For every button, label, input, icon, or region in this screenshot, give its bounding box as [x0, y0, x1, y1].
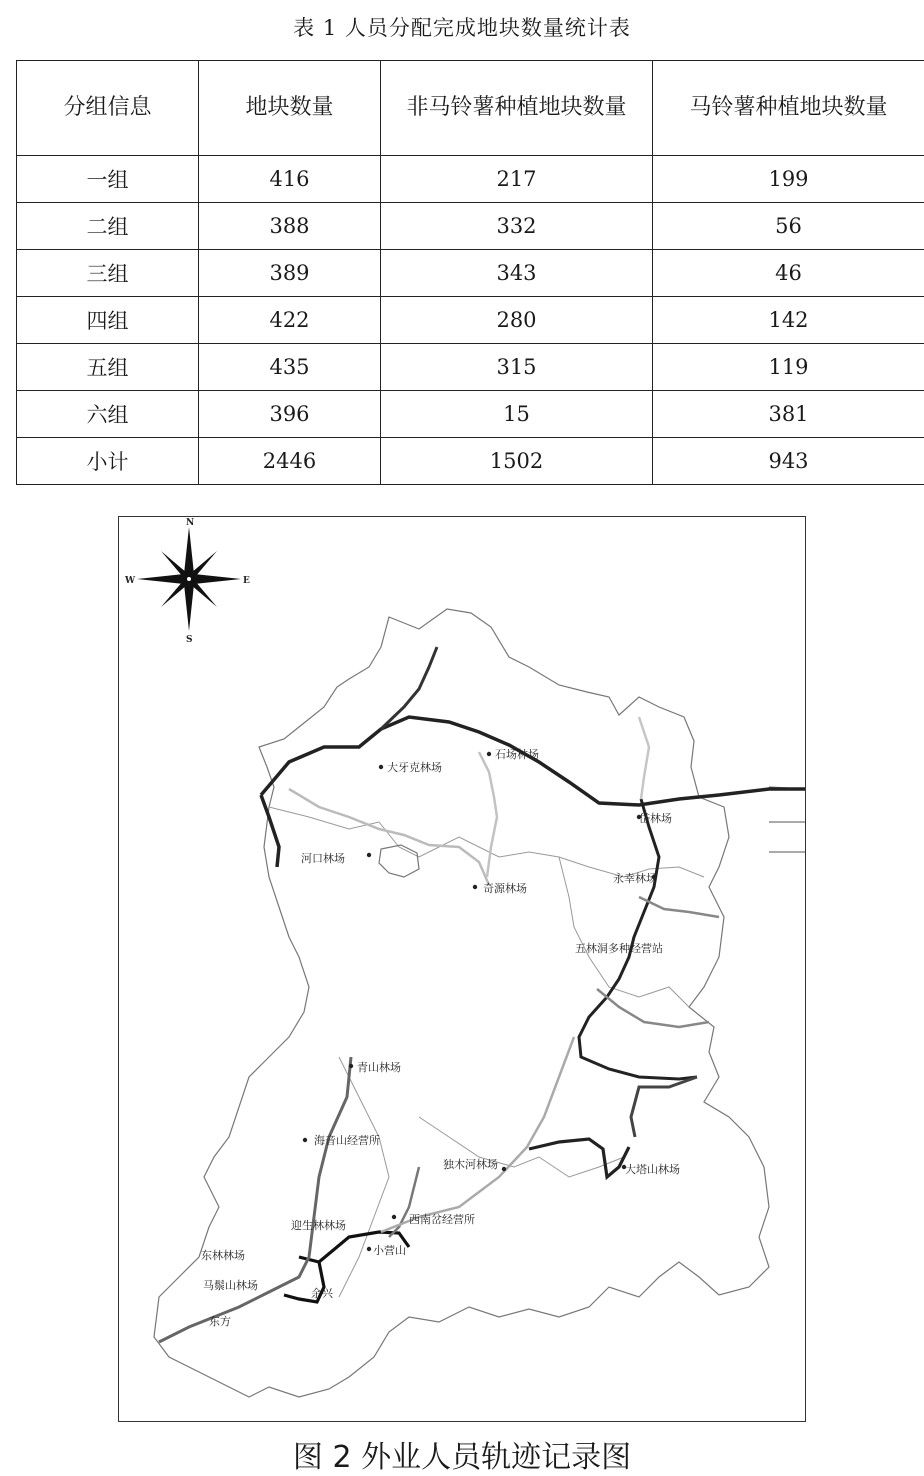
- statistics-table: [16, 60, 924, 485]
- cell-plot-count: 388: [199, 203, 381, 250]
- trajectory-light: [479, 752, 497, 877]
- trajectory-light: [639, 717, 649, 799]
- table-row: [17, 203, 924, 250]
- table-row: [17, 156, 924, 203]
- internal-boundary: [769, 787, 805, 852]
- header-potato-count: 马铃薯种植地块数量: [653, 61, 924, 156]
- cell-non-potato: 1502: [381, 438, 653, 485]
- place-label-dumuhe: 独木河林场: [443, 1158, 498, 1171]
- place-label-daishan: 岱林场: [639, 812, 672, 825]
- trajectory-dark: [631, 1077, 697, 1137]
- trajectory-dark: [529, 1139, 629, 1177]
- table-row: [17, 391, 924, 438]
- table-header-row: [17, 61, 924, 156]
- place-label-mazongshan: 马鬃山林场: [203, 1279, 258, 1292]
- trajectory-dark: [261, 717, 805, 867]
- cell-plot-count: 416: [199, 156, 381, 203]
- compass-s-label: S: [186, 635, 193, 645]
- header-plot-count: 地块数量: [199, 61, 381, 156]
- cell-plot-count: 389: [199, 250, 381, 297]
- cell-potato: 142: [653, 297, 924, 344]
- compass-rose-icon: [124, 518, 250, 645]
- cell-plot-count: 396: [199, 391, 381, 438]
- cell-group: 一组: [17, 156, 199, 203]
- header-group-info: 分组信息: [17, 61, 199, 156]
- table-row: [17, 250, 924, 297]
- place-label-yuxing: 余兴: [311, 1287, 333, 1300]
- place-label-wulindong: 五林洞多种经营站: [575, 942, 663, 955]
- cell-group: 小计: [17, 438, 199, 485]
- cell-group: 五组: [17, 344, 199, 391]
- place-label-haiyinshan: 海音山经营所: [314, 1134, 380, 1147]
- place-label-qingshan: 青山林场: [357, 1061, 401, 1074]
- place-label-yingsheng: 迎生林林场: [291, 1219, 346, 1232]
- place-label-dayake: 大牙克林场: [387, 761, 442, 774]
- place-label-datashan: 大塔山林场: [625, 1163, 680, 1176]
- cell-non-potato: 15: [381, 391, 653, 438]
- place-label-yongxing: 永幸林场: [613, 872, 657, 885]
- cell-group: 六组: [17, 391, 199, 438]
- compass-n-label: N: [186, 518, 195, 528]
- place-label-hekou: 河口林场: [301, 852, 345, 865]
- cell-potato: 381: [653, 391, 924, 438]
- place-label-donglin: 东林林场: [201, 1249, 245, 1262]
- place-label-dongfang: 东方: [209, 1315, 231, 1328]
- cell-potato: 199: [653, 156, 924, 203]
- table-row: [17, 344, 924, 391]
- cell-potato: 56: [653, 203, 924, 250]
- cell-non-potato: 280: [381, 297, 653, 344]
- header-non-potato-count: 非马铃薯种植地块数量: [381, 61, 653, 156]
- cell-group: 二组: [17, 203, 199, 250]
- cell-potato: 119: [653, 344, 924, 391]
- compass-w-label: W: [125, 576, 136, 586]
- place-label-xiaoyanshan: 小营山: [373, 1244, 406, 1257]
- cell-plot-count: 2446: [199, 438, 381, 485]
- cell-potato: 46: [653, 250, 924, 297]
- trajectory-dark: [579, 799, 697, 1079]
- cell-non-potato: 343: [381, 250, 653, 297]
- trajectory-medium: [597, 897, 719, 1027]
- figure-caption: 图 2 外业人员轨迹记录图: [292, 1440, 632, 1475]
- place-label-xinanyan: 西南岔经营所: [409, 1213, 475, 1226]
- compass-e-label: E: [243, 576, 250, 586]
- cell-non-potato: 217: [381, 156, 653, 203]
- place-label-shichang: 石场林场: [495, 748, 539, 761]
- cell-plot-count: 422: [199, 297, 381, 344]
- track-map: [119, 517, 805, 1421]
- cell-potato: 943: [653, 438, 924, 485]
- cell-group: 三组: [17, 250, 199, 297]
- track-map-figure: [118, 516, 806, 1422]
- place-label-qiyuan: 奇源林场: [483, 882, 527, 895]
- table-row-total: [17, 438, 924, 485]
- table-row: [17, 297, 924, 344]
- cell-non-potato: 315: [381, 344, 653, 391]
- cell-group: 四组: [17, 297, 199, 344]
- table-title: 表 1 人员分配完成地块数量统计表: [293, 16, 631, 40]
- cell-plot-count: 435: [199, 344, 381, 391]
- lake-shape: [379, 845, 419, 877]
- cell-non-potato: 332: [381, 203, 653, 250]
